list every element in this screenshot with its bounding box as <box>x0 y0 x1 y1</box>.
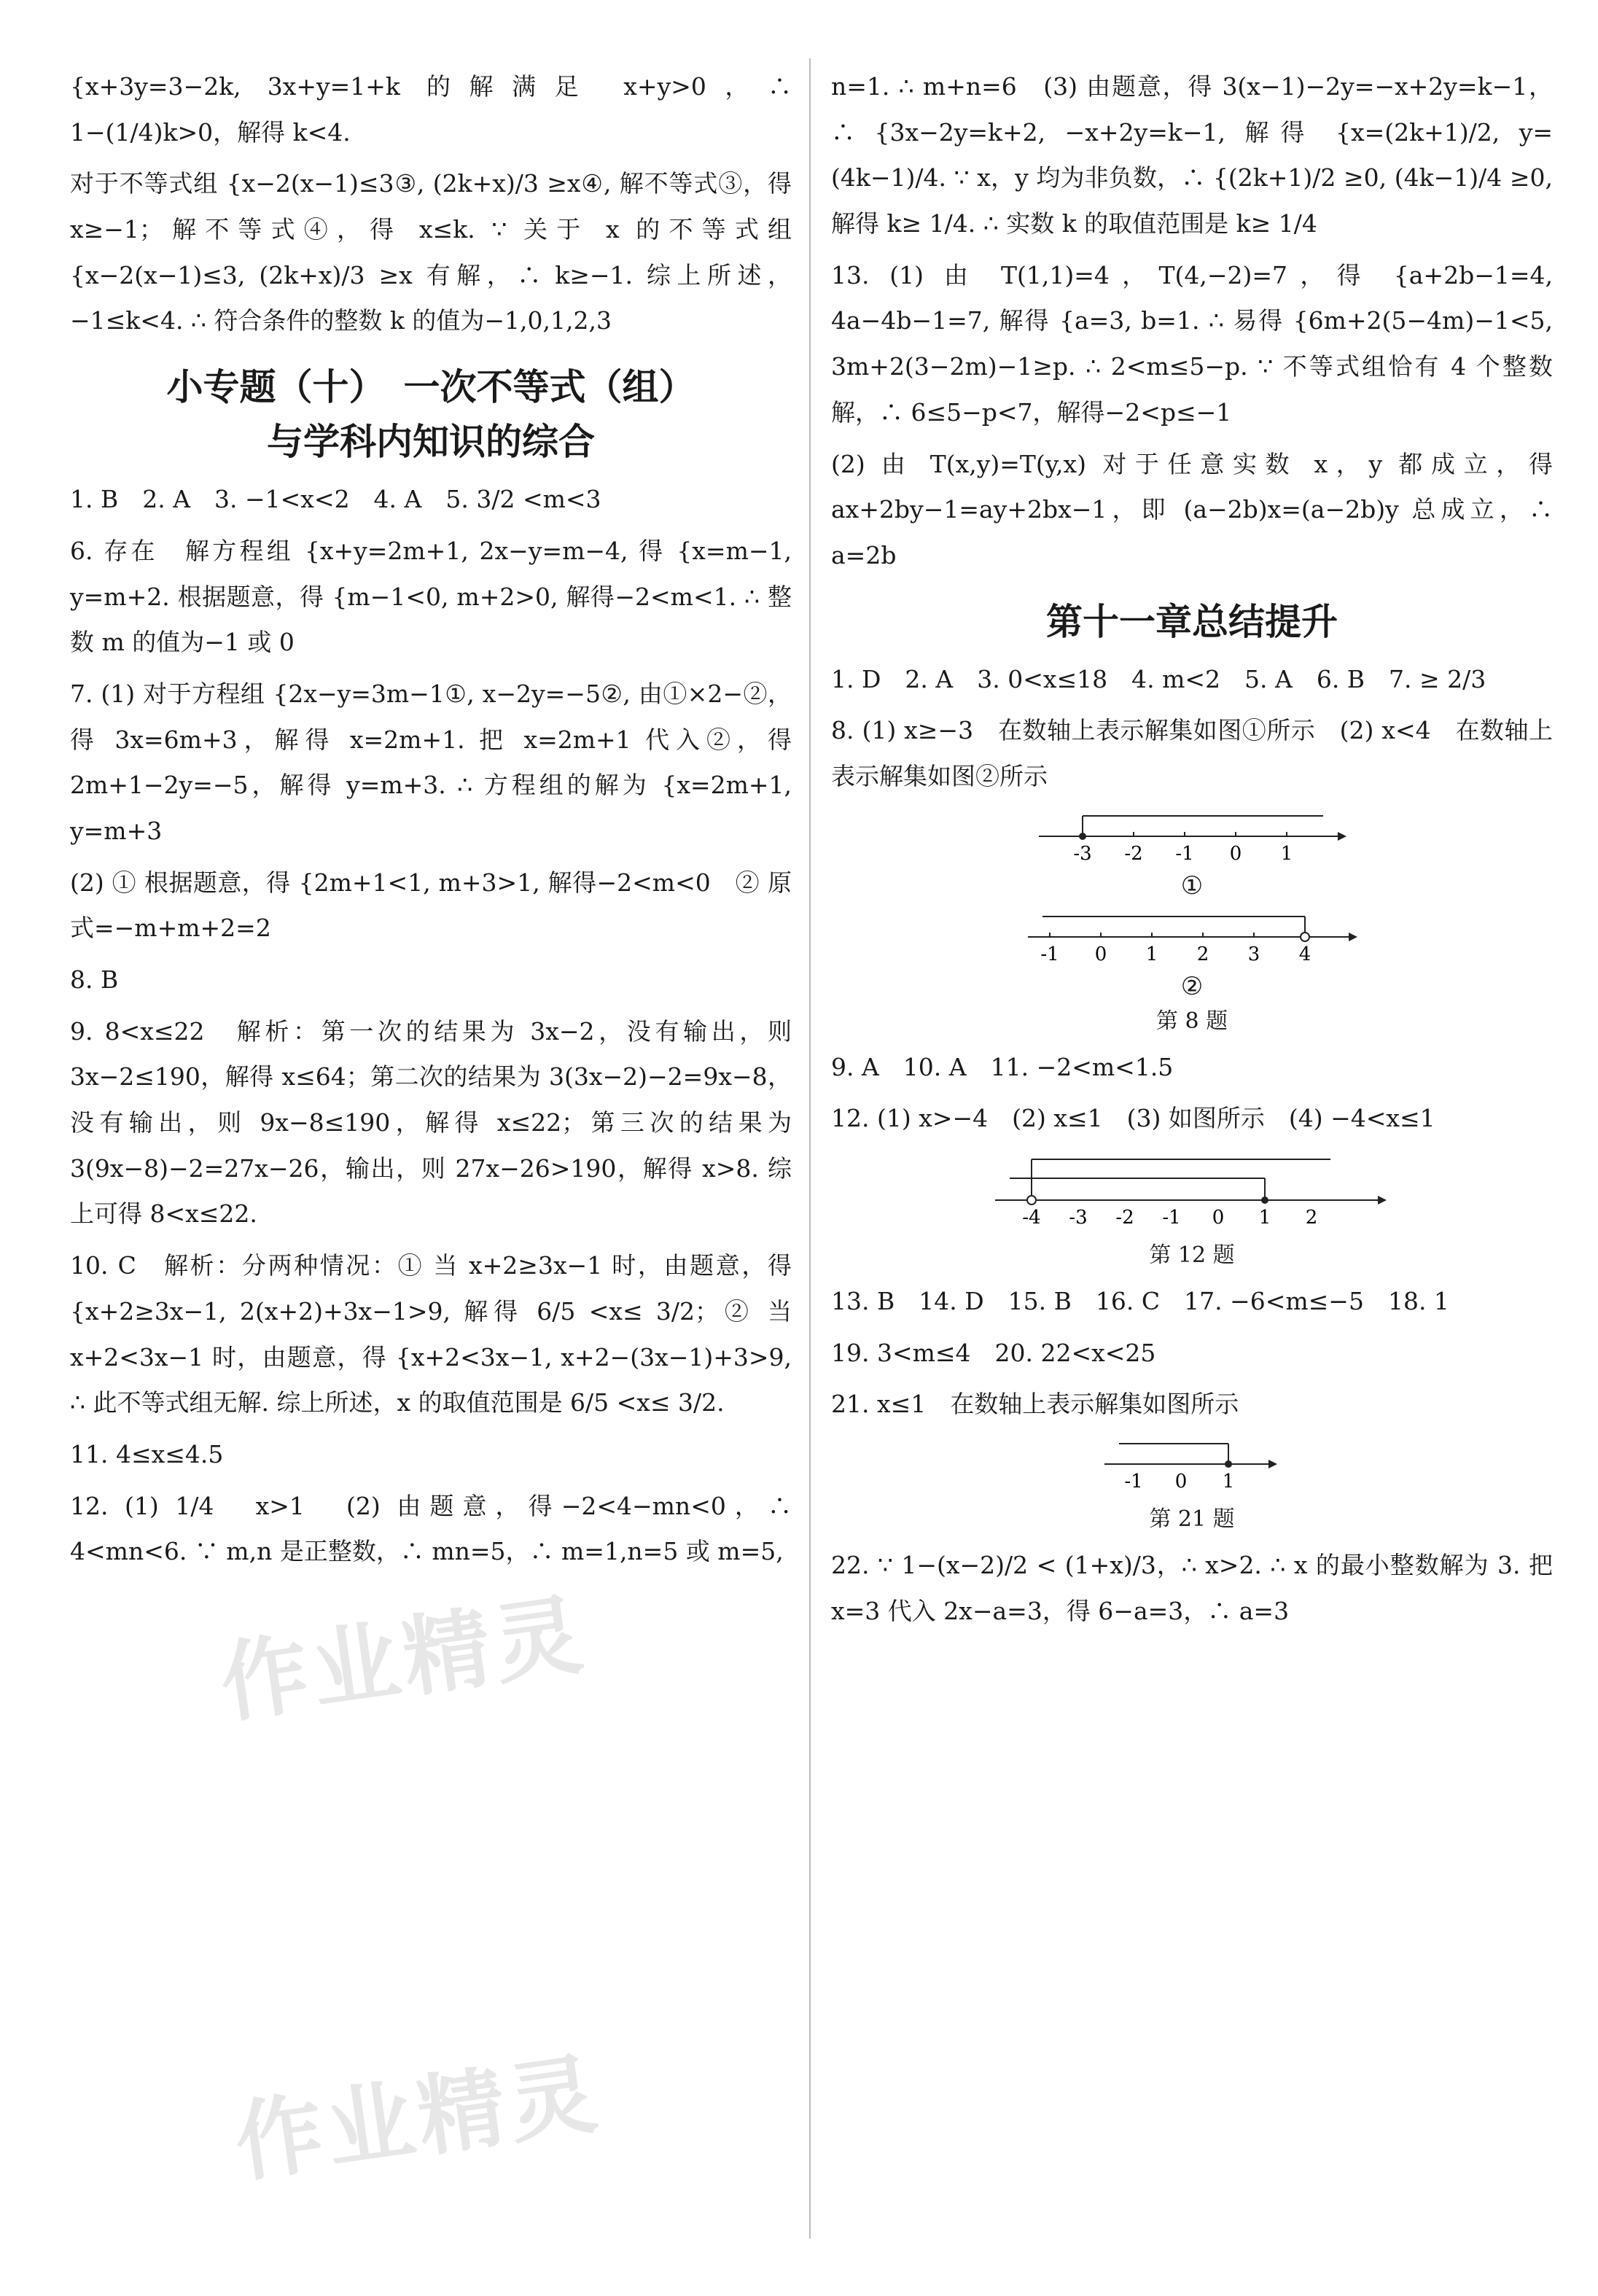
right-line-1: n=1. ∴ m+n=6 (3) 由题意，得 3(x−1)−2y=−x+2y=k−1，∴ {3x−2y=k+2, −x+2y=k−1, 解得 {x=(2k+1)/2, y=(4k−1)/4. ∵ x，y 均为非负数，∴ {(2k+1)/2 ≥0, (4k−1)/4 ≥0, 解得 k≥ 1/4. ∴ 实数 k 的取值范围是 k≥ 1/4 <box>831 72 1553 238</box>
answer-item: 22. ∵ 1−(x−2)/2 < (1+x)/3，∴ x>2. ∴ x 的最小整数解为 3. 把 x=3 代入 2x−a=3，得 6−a=3，∴ a=3 <box>831 1551 1553 1625</box>
tick-label: 0 <box>1094 943 1107 965</box>
tick-label: 4 <box>1298 943 1311 965</box>
section-heading <box>70 360 792 470</box>
tick-label: 1 <box>1280 842 1293 865</box>
tick-label: 0 <box>1229 842 1242 865</box>
solid-point <box>1225 1460 1232 1468</box>
figure-caption: 第 8 题 <box>1155 1008 1228 1034</box>
figure-label: ② <box>1180 971 1204 1001</box>
answer-item: 8. B <box>70 965 119 994</box>
tick-label: -1 <box>1175 842 1194 865</box>
answer-item: (2) ① 根据题意，得 {2m+1<1, m+3>1, 解得−2<m<0 ② 原式=−m+m+2=2 <box>70 868 792 943</box>
tick-label: 2 <box>1305 1207 1318 1229</box>
figure-caption: 第 21 题 <box>1149 1506 1235 1533</box>
right-line-3: (2) 由 T(x,y)=T(y,x) 对于任意实数 x，y 都成立，得 ax+2by−1=ay+2bx−1，即 (a−2b)x=(a−2b)y 总成立，∴ a=2b <box>831 449 1553 569</box>
open-point <box>1301 933 1309 941</box>
tick-label: 3 <box>1247 943 1260 965</box>
open-point <box>1027 1196 1036 1205</box>
answer-item: 12. (1) 1/4 x>1 (2) 由题意，得−2<4−mn<0，∴ 4<mn<6. ∵ m,n 是正整数，∴ mn=5，∴ m=1,n=5 或 m=5, <box>70 1491 792 1566</box>
axis-arrow <box>1349 933 1357 941</box>
number-line-fig21 <box>1097 1435 1287 1493</box>
answer-item: 9. 8<x≤22 解析：第一次的结果为 3x−2，没有输出，则 3x−2≤190，解得 x≤64；第二次的结果为 3(3x−2)−2=9x−8，没有输出，则 9x−8≤190，解得 x≤22；第三次的结果为 3(9x−8)−2=27x−26，输出，则 27x−26>190，解得 x>8. 综上可得 8<x≤22. <box>70 1016 792 1229</box>
tick-label: 0 <box>1212 1207 1225 1229</box>
answer-item: 9. A 10. A 11. −2<m<1.5 <box>831 1052 1174 1081</box>
right-column <box>831 64 1553 1640</box>
figure-caption: 第 12 题 <box>1149 1242 1235 1268</box>
column-divider <box>809 58 811 2238</box>
answer-item: 11. 4≤x≤4.5 <box>70 1439 224 1468</box>
tick-label: 2 <box>1196 943 1209 965</box>
tick-label: -1 <box>1124 1471 1143 1493</box>
number-line-fig8-1 <box>1032 807 1352 865</box>
tick-label: 0 <box>1174 1471 1188 1493</box>
watermark: 作业精灵 <box>229 2043 607 2195</box>
answer-item: 7. (1) 对于方程组 {2x−y=3m−1①, x−2y=−5②, 由①×2−②，得 3x=6m+3，解得 x=2m+1. 把 x=2m+1 代入②，得 2m+1−2y=−5，解得 y=m+3. ∴ 方程组的解为 {x=2m+1, y=m+3 <box>70 679 792 845</box>
answer-item: 1. B 2. A 3. −1<x<2 4. A 5. 3/2 <m<3 <box>70 485 601 514</box>
left-line-1: {x+3y=3−2k, 3x+y=1+k 的解满足 x+y>0，∴ 1−(1/4)k>0，解得 k<4. <box>70 72 792 147</box>
answer-item: 10. C 解析：分两种情况：① 当 x+2≥3x−1 时，由题意，得 {x+2≥3x−1, 2(x+2)+3x−1>9, 解得 6/5 <x≤ 3/2；② 当 x+2<3x−1 时，由题意，得 {x+2<3x−1, x+2−(3x−1)+3>9, ∴ 此不等式组无解. 综上所述，x 的取值范围是 6/5 <x≤ 3/2. <box>70 1251 792 1417</box>
tick-label: -1 <box>1162 1207 1181 1229</box>
answer-item: 13. B 14. D 15. B 16. C 17. −6<m≤−5 18. 1 <box>831 1287 1449 1315</box>
chapter-heading: 第十一章总结提升 <box>1046 600 1338 643</box>
number-line-fig8-2 <box>1021 908 1363 966</box>
tick-label: 1 <box>1258 1207 1271 1229</box>
answer-item: 8. (1) x≥−3 在数轴上表示解集如图①所示 (2) x<4 在数轴上表示解集如图②所示 <box>831 716 1553 790</box>
tick-label: 1 <box>1222 1471 1235 1493</box>
figure-label: ① <box>1180 871 1204 900</box>
tick-label: -2 <box>1115 1207 1134 1229</box>
axis-arrow <box>1338 832 1346 841</box>
answer-item: 19. 3<m≤4 20. 22<x<25 <box>831 1338 1156 1367</box>
tick-label: -3 <box>1073 842 1092 865</box>
left-line-2: 对于不等式组 {x−2(x−1)≤3③, (2k+x)/3 ≥x④, 解不等式③，得 x≥−1；解不等式④，得 x≤k. ∵ 关于 x 的不等式组 {x−2(x−1)≤3, (2k+x)/3 ≥x 有解，∴ k≥−1. 综上所述，−1≤k<4. ∴ 符合条件的整数 k 的值为−1,0,1,2,3 <box>70 169 792 335</box>
right-line-2: 13. (1) 由 T(1,1)=4，T(4,−2)=7，得 {a+2b−1=4, 4a−4b−1=7, 解得 {a=3, b=1. ∴ 易得 {6m+2(5−4m)−1<5, 3m+2(3−2m)−1≥p. ∴ 2<m≤5−p. ∵ 不等式组恰有 4 个整数解，∴ 6≤5−p<7，解得−2<p≤−1 <box>831 260 1553 427</box>
tick-label: -2 <box>1124 842 1143 865</box>
section-subtitle: 与学科内知识的综合 <box>267 421 595 464</box>
section-title: 小专题（十） 一次不等式（组） <box>166 366 695 409</box>
axis-arrow <box>1378 1196 1387 1205</box>
axis-arrow <box>1268 1460 1277 1468</box>
tick-label: -1 <box>1040 943 1059 965</box>
answer-item: 21. x≤1 在数轴上表示解集如图所示 <box>831 1390 1239 1419</box>
answer-item: 6. 存在 解方程组 {x+y=2m+1, 2x−y=m−4, 得 {x=m−1, y=m+2. 根据题意，得 {m−1<0, m+2>0, 解得−2<m<1. ∴ 整数 m 的值为−1 或 0 <box>70 536 792 657</box>
answer-item: 1. D 2. A 3. 0<x≤18 4. m<2 5. A 6. B 7. ≥ 2/3 <box>831 664 1486 693</box>
left-column <box>70 64 792 1581</box>
tick-label: -3 <box>1069 1207 1088 1229</box>
tick-label: 1 <box>1145 943 1158 965</box>
watermark: 作业精灵 <box>214 1584 593 1736</box>
number-line-fig12 <box>988 1149 1396 1229</box>
answer-item: 12. (1) x>−4 (2) x≤1 (3) 如图所示 (4) −4<x≤1 <box>831 1104 1435 1133</box>
solid-point <box>1261 1196 1268 1204</box>
tick-label: -4 <box>1022 1207 1041 1229</box>
